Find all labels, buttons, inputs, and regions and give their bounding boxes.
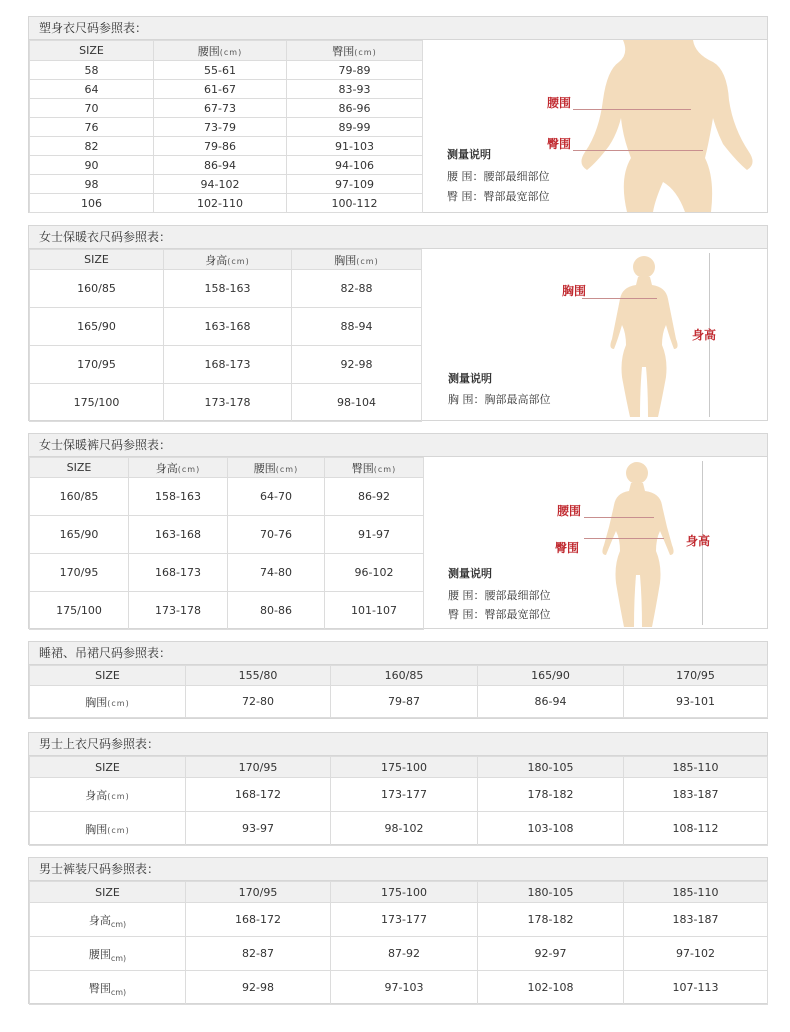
waist-cell: 102-110: [154, 194, 287, 213]
chest-cell: 98-104: [292, 384, 422, 422]
chest-label: 胸围: [562, 284, 587, 298]
unit-label: (cm): [107, 791, 130, 801]
section-title: 女士保暖裤尺码参照表：: [29, 434, 767, 457]
unit-label: (cm): [177, 464, 201, 474]
row-label: 身高(cm): [30, 778, 186, 812]
header-height: 身高(cm): [164, 250, 292, 270]
section-title: 睡裙、吊裙尺码参照表：: [29, 642, 767, 665]
women-top-figure-panel: [421, 249, 767, 420]
table-row: [30, 346, 422, 384]
unit-label: cm): [110, 987, 127, 997]
measure-note-title: 测量说明: [448, 567, 492, 580]
value-cell: 86-94: [478, 686, 624, 718]
measure-note-waist: 腰 围：腰部最细部位: [447, 170, 550, 183]
value-cell: 183-187: [624, 778, 768, 812]
waist-cell: 94-102: [154, 175, 287, 194]
table-row: [30, 270, 422, 308]
sleep-skirt-table: [29, 665, 768, 718]
hip-measure-line: [584, 538, 664, 539]
header-height: 身高(cm): [129, 458, 228, 478]
unit-label: (cm): [107, 698, 130, 708]
section-title: 男士上衣尺码参照表：: [29, 733, 767, 756]
women-thermal-pants-section: [28, 433, 768, 629]
size-cell: 106: [30, 194, 154, 213]
table-row: [30, 384, 422, 422]
table-row: [30, 554, 424, 592]
waist-cell: 74-80: [228, 554, 325, 592]
table-row: [30, 812, 768, 846]
female-torso-figure: [423, 40, 767, 212]
waist-cell: 70-76: [228, 516, 325, 554]
value-cell: 103-108: [478, 812, 624, 846]
table-row: [30, 778, 768, 812]
women-thermal-top-table: [29, 249, 422, 422]
sleep-skirt-section: [28, 641, 768, 719]
height-cell: 173-178: [164, 384, 292, 422]
hip-cell: 91-103: [287, 137, 423, 156]
size-cell: 90: [30, 156, 154, 175]
hip-cell: 86-96: [287, 99, 423, 118]
hip-cell: 91-97: [325, 516, 424, 554]
size-cell: 175/100: [30, 384, 164, 422]
shapewear-figure-panel: [422, 40, 767, 212]
table-row: [30, 118, 423, 137]
waist-cell: 80-86: [228, 592, 325, 630]
hip-cell: 101-107: [325, 592, 424, 630]
size-cell: 76: [30, 118, 154, 137]
value-cell: 93-97: [186, 812, 331, 846]
men-pants-table: [29, 881, 768, 1005]
value-cell: 178-182: [478, 778, 624, 812]
table-row: [30, 194, 423, 213]
table-row: [30, 971, 768, 1005]
size-cell: 82: [30, 137, 154, 156]
size-cell: 64: [30, 80, 154, 99]
header-size: SIZE: [30, 250, 164, 270]
waist-cell: 86-94: [154, 156, 287, 175]
measure-note-hip: 臀 围：臀部最宽部位: [447, 190, 550, 203]
value-cell: 102-108: [478, 971, 624, 1005]
value-cell: 168-172: [186, 778, 331, 812]
header-waist: 腰围(cm): [228, 458, 325, 478]
measure-note-chest: 胸 围：胸部最高部位: [448, 393, 551, 406]
size-cell: 160/85: [30, 478, 129, 516]
table-row: [30, 175, 423, 194]
hip-cell: 97-109: [287, 175, 423, 194]
shapewear-size-section: [28, 16, 768, 213]
table-row: [30, 137, 423, 156]
waist-label: 腰围: [557, 504, 582, 518]
value-cell: 173-177: [331, 903, 478, 937]
men-top-section: [28, 732, 768, 845]
chest-cell: 88-94: [292, 308, 422, 346]
size-cell: 170/95: [30, 554, 129, 592]
hip-cell: 83-93: [287, 80, 423, 99]
header-size-col: 175-100: [331, 757, 478, 778]
table-row: [30, 478, 424, 516]
value-cell: 92-98: [186, 971, 331, 1005]
shapewear-size-table: [29, 40, 423, 213]
section-title: 女士保暖衣尺码参照表：: [29, 226, 767, 249]
women-pants-figure-panel: [423, 457, 767, 628]
table-row: [30, 99, 423, 118]
chest-measure-line: [582, 298, 657, 299]
women-thermal-pants-table: [29, 457, 424, 630]
header-size-col: 185-110: [624, 882, 768, 903]
table-row: [30, 308, 422, 346]
height-cell: 168-173: [129, 554, 228, 592]
header-size: SIZE: [30, 666, 186, 686]
unit-label: (cm): [373, 464, 397, 474]
value-cell: 98-102: [331, 812, 478, 846]
unit-label: cm): [110, 953, 127, 963]
size-cell: 70: [30, 99, 154, 118]
header-size-col: 170/95: [624, 666, 768, 686]
row-label: 腰围$_{cm)}$: [30, 937, 186, 971]
table-row: [30, 937, 768, 971]
row-label: 臀围$_{cm)}$: [30, 971, 186, 1005]
header-hip: 臀围(cm): [287, 41, 423, 61]
header-chest: 胸围(cm): [292, 250, 422, 270]
header-size-col: 180-105: [478, 882, 624, 903]
value-cell: 183-187: [624, 903, 768, 937]
header-size-col: 160/85: [331, 666, 478, 686]
measure-note-title: 测量说明: [447, 148, 491, 161]
height-cell: 158-163: [164, 270, 292, 308]
size-cell: 165/90: [30, 308, 164, 346]
value-cell: 92-97: [478, 937, 624, 971]
height-cell: 173-178: [129, 592, 228, 630]
value-cell: 178-182: [478, 903, 624, 937]
size-cell: 98: [30, 175, 154, 194]
value-cell: 97-102: [624, 937, 768, 971]
value-cell: 97-103: [331, 971, 478, 1005]
value-cell: 107-113: [624, 971, 768, 1005]
row-label: 身高$_{cm)}$: [30, 903, 186, 937]
header-size-col: 185-110: [624, 757, 768, 778]
header-size: SIZE: [30, 41, 154, 61]
women-thermal-top-section: [28, 225, 768, 421]
height-label: 身高: [686, 534, 711, 548]
height-cell: 158-163: [129, 478, 228, 516]
hip-label: 臀围: [555, 541, 580, 555]
value-cell: 93-101: [624, 686, 768, 718]
waist-label: 腰围: [547, 96, 572, 110]
unit-label: cm): [110, 919, 127, 929]
value-cell: 173-177: [331, 778, 478, 812]
waist-cell: 64-70: [228, 478, 325, 516]
size-cell: 175/100: [30, 592, 129, 630]
header-size-col: 155/80: [186, 666, 331, 686]
height-cell: 163-168: [129, 516, 228, 554]
waist-cell: 67-73: [154, 99, 287, 118]
unit-label: (cm): [275, 464, 299, 474]
height-label: 身高: [692, 328, 717, 342]
table-row: [30, 516, 424, 554]
waist-cell: 61-67: [154, 80, 287, 99]
value-cell: 108-112: [624, 812, 768, 846]
size-cell: 58: [30, 61, 154, 80]
hip-cell: 94-106: [287, 156, 423, 175]
header-size: SIZE: [30, 458, 129, 478]
size-cell: 170/95: [30, 346, 164, 384]
row-label: 胸围(cm): [30, 686, 186, 718]
hip-cell: 86-92: [325, 478, 424, 516]
chest-cell: 92-98: [292, 346, 422, 384]
row-label: 胸围(cm): [30, 812, 186, 846]
men-pants-section: [28, 857, 768, 1004]
header-size: SIZE: [30, 882, 186, 903]
unit-label: (cm): [356, 256, 379, 266]
waist-cell: 55-61: [154, 61, 287, 80]
table-row: [30, 61, 423, 80]
header-size-col: 180-105: [478, 757, 624, 778]
value-cell: 168-172: [186, 903, 331, 937]
value-cell: 79-87: [331, 686, 478, 718]
header-waist: 腰围(cm): [154, 41, 287, 61]
table-row: [30, 903, 768, 937]
header-hip: 臀围(cm): [325, 458, 424, 478]
hip-cell: 89-99: [287, 118, 423, 137]
measure-note-hip: 臀 围：臀部最宽部位: [448, 608, 551, 621]
height-cell: 168-173: [164, 346, 292, 384]
waist-measure-line: [584, 517, 654, 518]
section-title: 塑身衣尺码参照表：: [29, 17, 767, 40]
hip-label: 臀围: [547, 137, 572, 151]
size-cell: 160/85: [30, 270, 164, 308]
height-cell: 163-168: [164, 308, 292, 346]
table-row: [30, 592, 424, 630]
header-size: SIZE: [30, 757, 186, 778]
unit-label: (cm): [219, 47, 243, 57]
header-size-col: 165/90: [478, 666, 624, 686]
hip-cell: 96-102: [325, 554, 424, 592]
hip-cell: 100-112: [287, 194, 423, 213]
table-row: [30, 156, 423, 175]
table-row: [30, 80, 423, 99]
unit-label: (cm): [227, 256, 250, 266]
table-row: [30, 686, 768, 718]
hip-cell: 79-89: [287, 61, 423, 80]
chest-cell: 82-88: [292, 270, 422, 308]
size-cell: 165/90: [30, 516, 129, 554]
header-size-col: 175-100: [331, 882, 478, 903]
value-cell: 72-80: [186, 686, 331, 718]
section-title: 男士裤装尺码参照表：: [29, 858, 767, 881]
header-size-col: 170/95: [186, 882, 331, 903]
value-cell: 82-87: [186, 937, 331, 971]
unit-label: (cm): [107, 825, 130, 835]
waist-measure-line: [573, 109, 691, 110]
measure-note-title: 测量说明: [448, 372, 492, 385]
waist-cell: 73-79: [154, 118, 287, 137]
value-cell: 87-92: [331, 937, 478, 971]
waist-cell: 79-86: [154, 137, 287, 156]
measure-note-waist: 腰 围：腰部最细部位: [448, 589, 551, 602]
header-size-col: 170/95: [186, 757, 331, 778]
hip-measure-line: [573, 150, 703, 151]
unit-label: (cm): [354, 47, 377, 57]
men-top-table: [29, 756, 768, 846]
